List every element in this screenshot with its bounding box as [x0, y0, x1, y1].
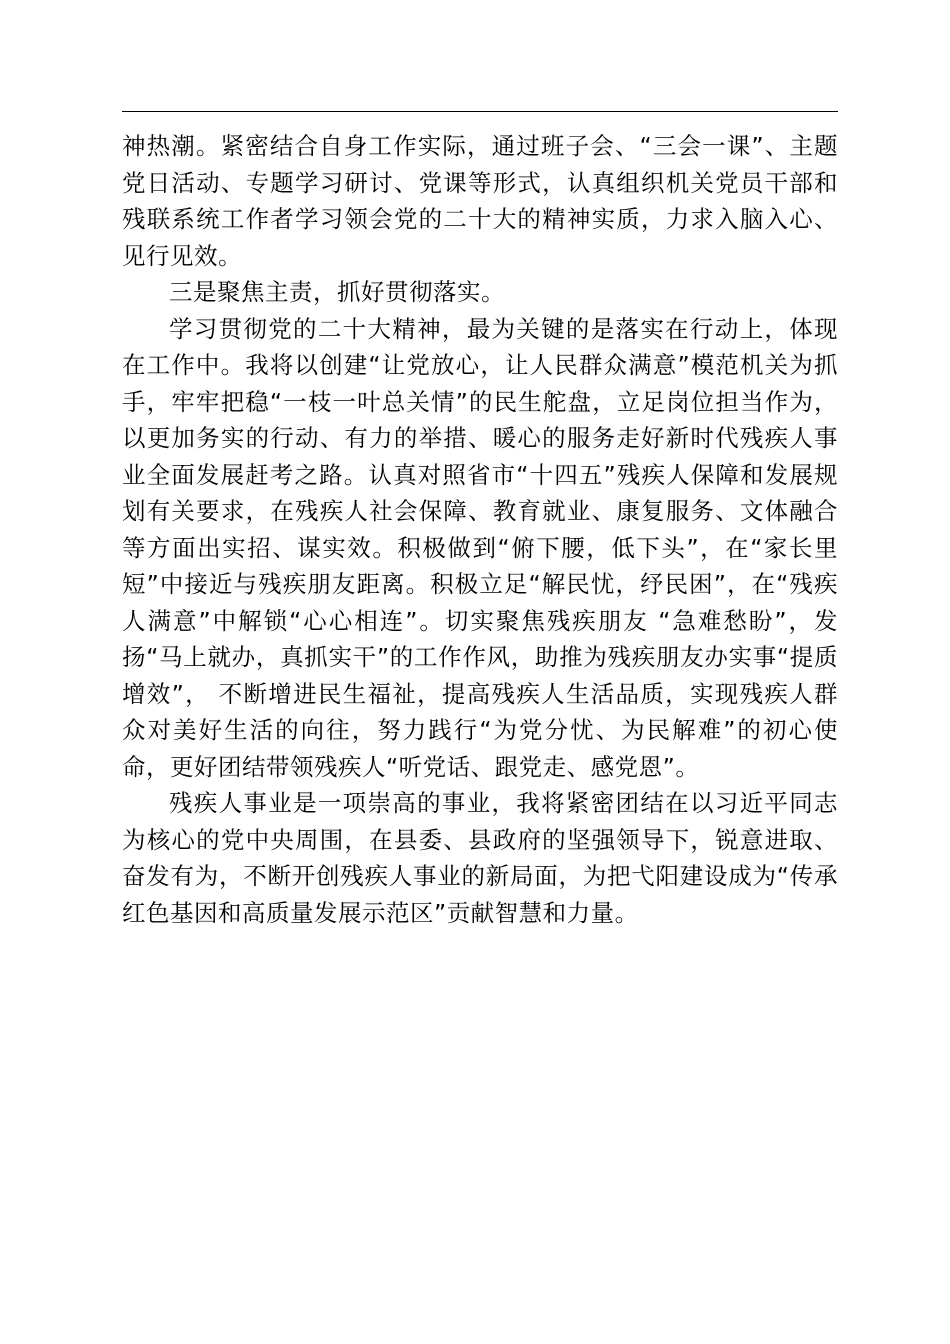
header-rule	[122, 111, 838, 112]
paragraph-continuation: 神热潮。紧密结合自身工作实际，通过班子会、“三会一课”、主题党日活动、专题学习研讨、党课等形式，认真组织机关党员干部和残联系统工作者学习领会党的二十大的精神实质，力求入脑入心、见行见效。	[122, 132, 838, 270]
paragraph-implementation: 学习贯彻党的二十大精神，最为关键的是落实在行动上，体现在工作中。我将以创建“让党放心，让人民群众满意”模范机关为抓手，牢牢把稳“一枝一叶总关情”的民生舵盘，立足岗位担当作为，以更加务实的行动、有力的举措、暖心的服务走好新时代残疾人事业全面发展赶考之路。认真对照省市“十四五”残疾人保障和发展规划有关要求，在残疾人社会保障、教育就业、康复服务、文体融合等方面出实招、谋实效。积极做到“俯下腰，低下头”，在“家长里短”中接近与残疾朋友距离。积极立足“解民忧，纾民困”，在“残疾人满意”中解锁“心心相连”。切实聚焦残疾朋友 “急难愁盼”，发扬“马上就办，真抓实干”的工作作风，助推为残疾朋友办实事“提质增效”， 不断增进民生福祉，提高残疾人生活品质，实现残疾人群众对美好生活的向往，努力践行“为党分忧、为民解难”的初心使命，更好团结带领残疾人“听党话、跟党走、感党恩”。	[122, 314, 838, 781]
document-body	[122, 128, 838, 931]
paragraph-section-heading: 三是聚焦主责，抓好贯彻落实。	[169, 278, 505, 306]
paragraph-conclusion: 残疾人事业是一项崇高的事业，我将紧密团结在以习近平同志为核心的党中央周围，在县委、县政府的坚强领导下，锐意进取、奋发有为，不断开创残疾人事业的新局面，为把弋阳建设成为“传承红色基因和高质量发展示范区”贡献智慧和力量。	[122, 789, 838, 927]
